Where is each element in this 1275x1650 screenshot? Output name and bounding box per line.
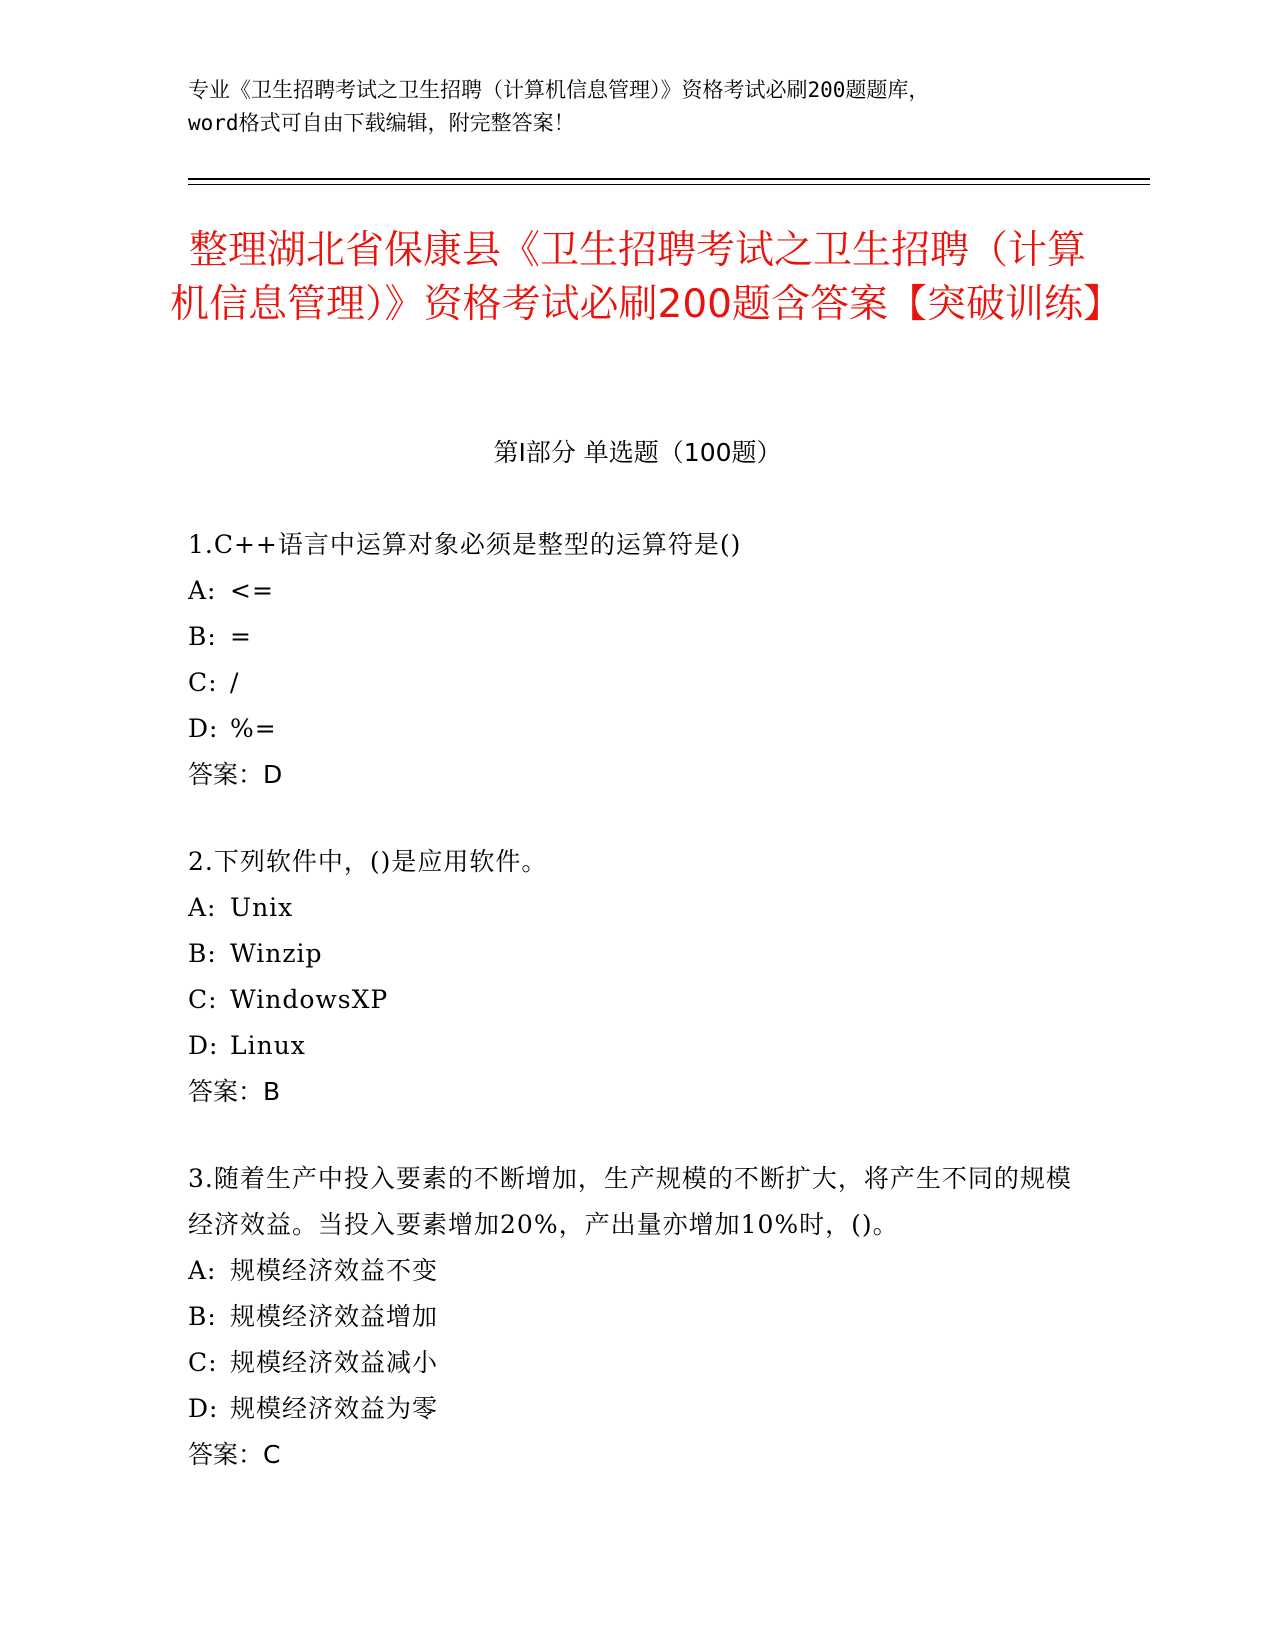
option-b — [188, 931, 1088, 977]
option-letter: C: — [188, 668, 218, 697]
option-d — [188, 1386, 1088, 1432]
answer-line: 答案：B — [188, 1077, 281, 1106]
option-text: %= — [230, 714, 277, 743]
header-note — [188, 74, 1088, 140]
option-letter: A: — [188, 1256, 217, 1285]
option-b — [188, 1294, 1088, 1340]
header-divider-thin — [188, 184, 1150, 185]
option-a — [188, 885, 1088, 931]
option-text: Unix — [230, 893, 294, 922]
option-letter: D: — [188, 1394, 219, 1423]
question-stem: 2.下列软件中，()是应用软件。 — [188, 847, 548, 876]
option-letter: C: — [188, 1348, 218, 1377]
option-text: 规模经济效益减小 — [230, 1348, 439, 1377]
option-text: Winzip — [230, 939, 323, 968]
option-text: = — [230, 622, 252, 651]
option-text: 规模经济效益不变 — [230, 1256, 439, 1285]
question-stem: 1.C++语言中运算对象必须是整型的运算符是() — [188, 530, 742, 559]
option-b — [188, 614, 1088, 660]
option-text: WindowsXP — [230, 985, 389, 1014]
option-letter: C: — [188, 985, 218, 1014]
header-note-line: 专业《卫生招聘考试之卫生招聘（计算机信息管理）》资格考试必刷200题题库， — [188, 78, 930, 102]
option-letter: A: — [188, 576, 217, 605]
option-letter: B: — [188, 622, 217, 651]
header-note-line: word格式可自由下载编辑，附完整答案！ — [188, 111, 575, 135]
option-letter: A: — [188, 893, 217, 922]
option-d — [188, 706, 1088, 752]
option-a — [188, 568, 1088, 614]
option-text: Linux — [230, 1031, 306, 1060]
question-block — [188, 1156, 1088, 1478]
section-heading: 第Ⅰ部分 单选题（100题） — [493, 438, 782, 467]
document-title: 整理湖北省保康县《卫生招聘考试之卫生招聘（计算机信息管理）》资格考试必刷200题含答案【突破训练】 — [170, 228, 1122, 327]
option-d — [188, 1023, 1088, 1069]
question-stem: 3.随着生产中投入要素的不断增加，生产规模的不断扩大，将产生不同的规模经济效益。当投入要素增加20%，产出量亦增加10%时，()。 — [188, 1164, 1072, 1239]
option-c — [188, 660, 1088, 706]
option-a — [188, 1248, 1088, 1294]
option-letter: D: — [188, 714, 219, 743]
option-text: <= — [230, 576, 274, 605]
answer-line: 答案：D — [188, 760, 283, 789]
option-text: 规模经济效益增加 — [230, 1302, 439, 1331]
option-c — [188, 977, 1088, 1023]
option-letter: B: — [188, 939, 217, 968]
option-text: 规模经济效益为零 — [230, 1394, 439, 1423]
header-divider — [188, 178, 1150, 180]
answer-line: 答案：C — [188, 1440, 281, 1469]
option-c — [188, 1340, 1088, 1386]
option-letter: B: — [188, 1302, 217, 1331]
question-block — [188, 839, 1088, 1115]
option-letter: D: — [188, 1031, 219, 1060]
option-text: / — [230, 668, 240, 697]
question-block — [188, 522, 1088, 798]
